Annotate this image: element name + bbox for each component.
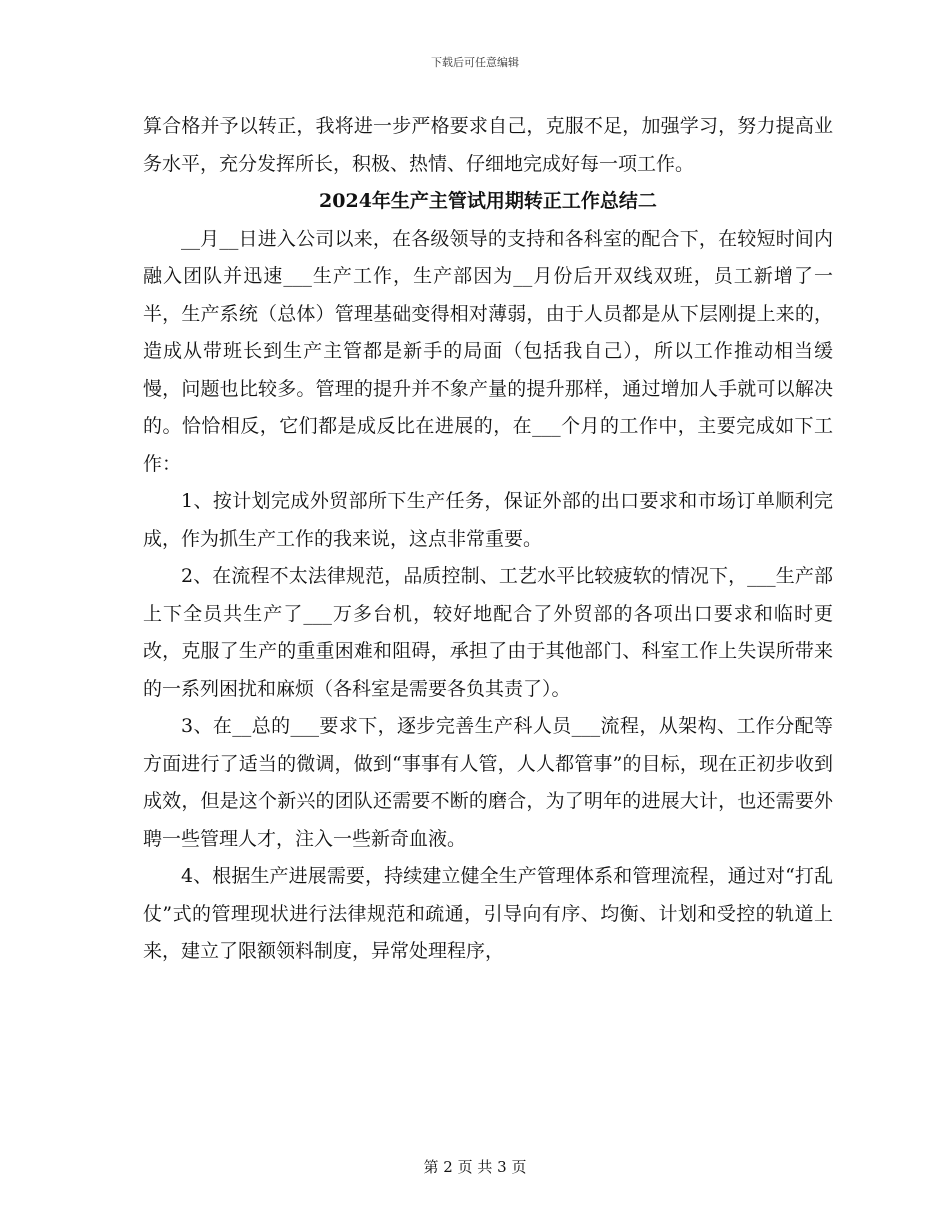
- item-4-paragraph: 4、根据生产进展需要，持续建立健全生产管理体系和管理流程，通过对“打乱仗”式的管理现状进行法律规范和疏通，引导向有序、均衡、计划和受控的轨道上来，建立了限额领料制度，异常处理程序，: [143, 865, 833, 962]
- intro-paragraph: __月__日进入公司以来，在各级领导的支持和各科室的配合下，在较短时间内融入团队并迅速___生产工作，生产部因为__月份后开双线双班，员工新增了一半，生产系统（总体）管理基础变得相对薄弱，由于人员都是从下层刚提上来的，造成从带班长到生产主管都是新手的局面（包括我自己），所以工作推动相当缓慢，问题也比较多。管理的提升并不象产量的提升那样，通过增加人手就可以解决的。恰恰相反，它们都是成反比在进展的，在___个月的工作中，主要完成如下工作：: [143, 227, 833, 475]
- header-note: 下载后可任意编辑: [431, 56, 519, 69]
- continuation-paragraph: 算合格并予以转正，我将进一步严格要求自己，克服不足，加强学习，努力提高业务水平，充分发挥所长，积极、热情、仔细地完成好每一项工作。: [143, 115, 833, 175]
- item-1-paragraph: 1、按计划完成外贸部所下生产任务，保证外部的出口要求和市场订单顺利完成，作为抓生产工作的我来说，这点非常重要。: [143, 490, 833, 550]
- page-footer: 第 2 页 共 3 页: [423, 1158, 527, 1176]
- item-2-paragraph: 2、在流程不太法律规范，品质控制、工艺水平比较疲软的情况下，___生产部上下全员共生产了___万多台机，较好地配合了外贸部的各项出口要求和临时更改，克服了生产的重重困难和阻碍，承担了由于其他部门、科室工作上失误所带来的一系列困扰和麻烦（各科室是需要各负其责了）。: [143, 565, 833, 700]
- section-title: 2024年生产主管试用期转正工作总结二: [319, 190, 657, 212]
- item-3-paragraph: 3、在__总的___要求下，逐步完善生产科人员___流程，从架构、工作分配等方面进行了适当的微调，做到“事事有人管，人人都管事”的目标，现在正初步收到成效，但是这个新兴的团队还需要不断的磨合，为了明年的进展大计，也还需要外聘一些管理人才，注入一些新奇血液。: [143, 715, 833, 850]
- document-body: [143, 108, 833, 971]
